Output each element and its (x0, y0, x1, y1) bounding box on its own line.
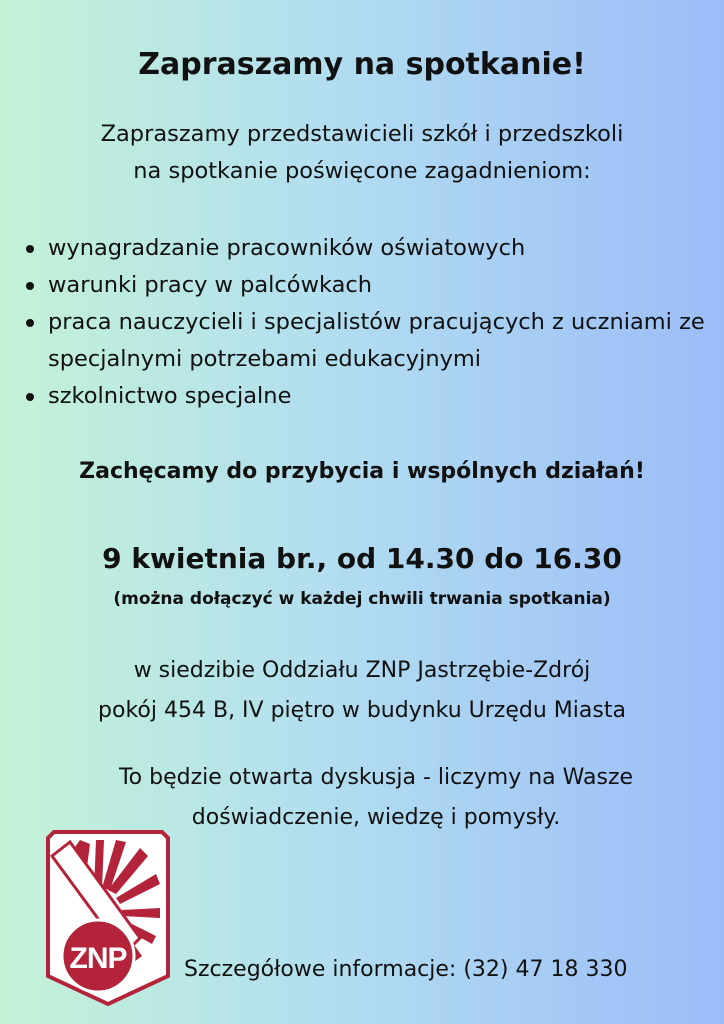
znp-union-logo-icon (44, 828, 172, 1008)
topic-item-salaries: wynagradzanie pracowników oświatowych (22, 230, 722, 267)
topics-list (22, 230, 722, 415)
contact-info: Szczegółowe informacje: (32) 47 18 330 (184, 957, 628, 982)
discussion-note: To będzie otwarta dyskusja - liczymy na Wasze doświadczenie, wiedzę i pomysły. (118, 765, 634, 830)
invitation-intro: Zapraszamy przedstawicieli szkół i przedszkoli na spotkanie poświęcone zagadnieniom: (100, 121, 624, 184)
topic-item-special-needs-work: praca nauczycieli i specjalistów pracujących z uczniami ze specjalnymi potrzebami edukacyjnymi (22, 304, 722, 378)
encouragement-text: Zachęcamy do przybycia i wspólnych działań! (79, 459, 645, 484)
topic-item-working-conditions: warunki pracy w palcówkach (22, 267, 722, 304)
topic-item-special-education: szkolnictwo specjalne (22, 378, 722, 415)
meeting-date: 9 kwietnia br., od 14.30 do 16.30 (102, 542, 622, 575)
poster-title: Zapraszamy na spotkanie! (138, 47, 586, 82)
meeting-location: w siedzibie Oddziału ZNP Jastrzębie-Zdrój pokój 454 B, IV piętro w budynku Urzędu Miasta (98, 658, 626, 723)
meeting-date-note: (można dołączyć w każdej chwili trwania spotkania) (113, 589, 611, 609)
logo-text: ZNP (69, 942, 127, 975)
